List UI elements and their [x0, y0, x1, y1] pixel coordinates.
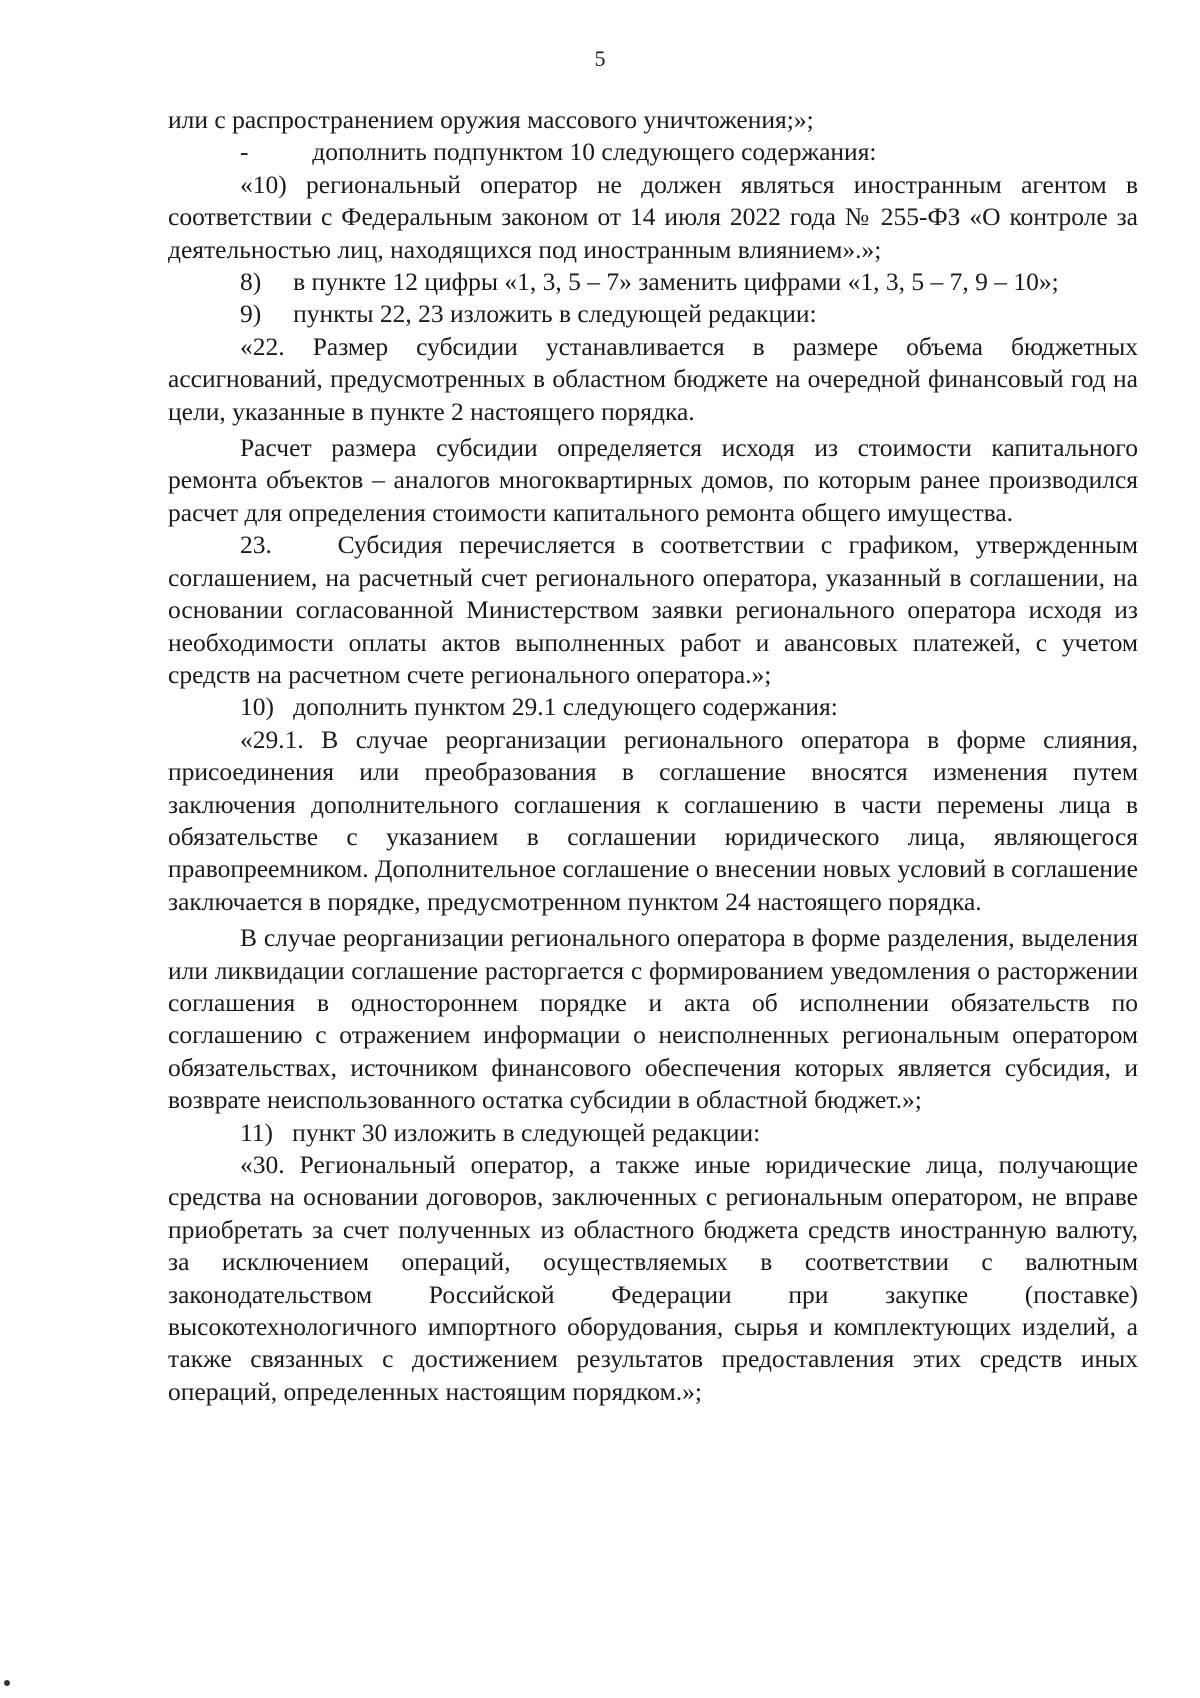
paragraph-point-29-1: «29.1. В случае реорганизации регионального оператора в форме слияния, присоединения или преобразования в соглашение вносятся изменения путем заключения дополнительного соглашения к соглашению в части перемены лица в обязательстве с указанием в соглашении юридического лица, являющегося правопреемником. Дополнительное соглашение о внесении новых условий в соглашение заключается в порядке, предусмотренном пунктом 24 настоящего порядка. — [168, 724, 1138, 916]
paragraph-continuation: или с распространением оружия массового уничтожения;»; — [168, 105, 814, 134]
paragraph-item-10: 10) дополнить пунктом 29.1 следующего содержания: — [240, 692, 838, 722]
paragraph-point-22: «22. Размер субсидии устанавливается в размере объема бюджетных ассигнований, предусмотренных в областном бюджете на очередной финансовый год на цели, указанные в пункте 2 настоящего порядка. — [168, 331, 1138, 426]
paragraph-calculation: Расчет размера субсидии определяется исходя из стоимости капитального ремонта объектов – аналогов многоквартирных домов, по которым ранее производился расчет для определения стоимости капитального ремонта общего имущества. — [168, 433, 1138, 527]
document-body — [168, 104, 1138, 1408]
paragraph-item-8: 8) в пункте 12 цифры «1, 3, 5 – 7» заменить цифрами «1, 3, 5 – 7, 9 – 10»; — [240, 267, 1059, 297]
paragraph-item-11: 11) пункт 30 изложить в следующей редакции: — [240, 1117, 761, 1147]
paragraph-subitem-10-intro: - дополнить подпунктом 10 следующего содержания: — [240, 137, 877, 167]
paragraph-point-30: «30. Региональный оператор, а также иные юридические лица, получающие средства на основании договоров, заключенных с региональным оператором, не вправе приобретать за счет полученных из областного бюджета средств иностранную валюту, за исключением операций, осуществляемых в соответствии с валютным законодательством Российской Федерации при закупке (поставке) высокотехнологичного импортного оборудования, сырья и комплектующих изделий, а также связанных с достижением результатов предоставления этих средств иных операций, определенных настоящим порядком.»; — [168, 1150, 1138, 1406]
scan-artifact — [4, 1680, 10, 1686]
paragraph-reorganization: В случае реорганизации регионального оператора в форме разделения, выделения или ликвидации соглашение расторгается с формированием уведомления о расторжении соглашения в одностороннем порядке и акта об исполнении обязательств по соглашению с отражением информации о неисполненных региональным оператором обязательствах, источником финансового обеспечения которых является субсидия, и возврате неиспользованного остатка субсидии в областной бюджет.»; — [168, 923, 1138, 1115]
paragraph-subitem-10-text: «10) региональный оператор не должен являться иностранным агентом в соответствии с Федеральным законом от 14 июля 2022 года № 255-ФЗ «О контроле за деятельностью лиц, находящихся под иностранным влиянием».»; — [168, 169, 1138, 264]
page-number: 5 — [594, 46, 606, 71]
paragraph-point-23: 23. Субсидия перечисляется в соответствии с графиком, утвержденным соглашением, на расчетный счет регионального оператора, указанный в соглашении, на основании согласованной Министерством заявки регионального оператора исходя из необходимости оплаты актов выполненных работ и авансовых платежей, с учетом средств на расчетном счете регионального оператора.»; — [168, 530, 1138, 689]
paragraph-item-9: 9) пункты 22, 23 изложить в следующей редакции: — [240, 299, 817, 329]
